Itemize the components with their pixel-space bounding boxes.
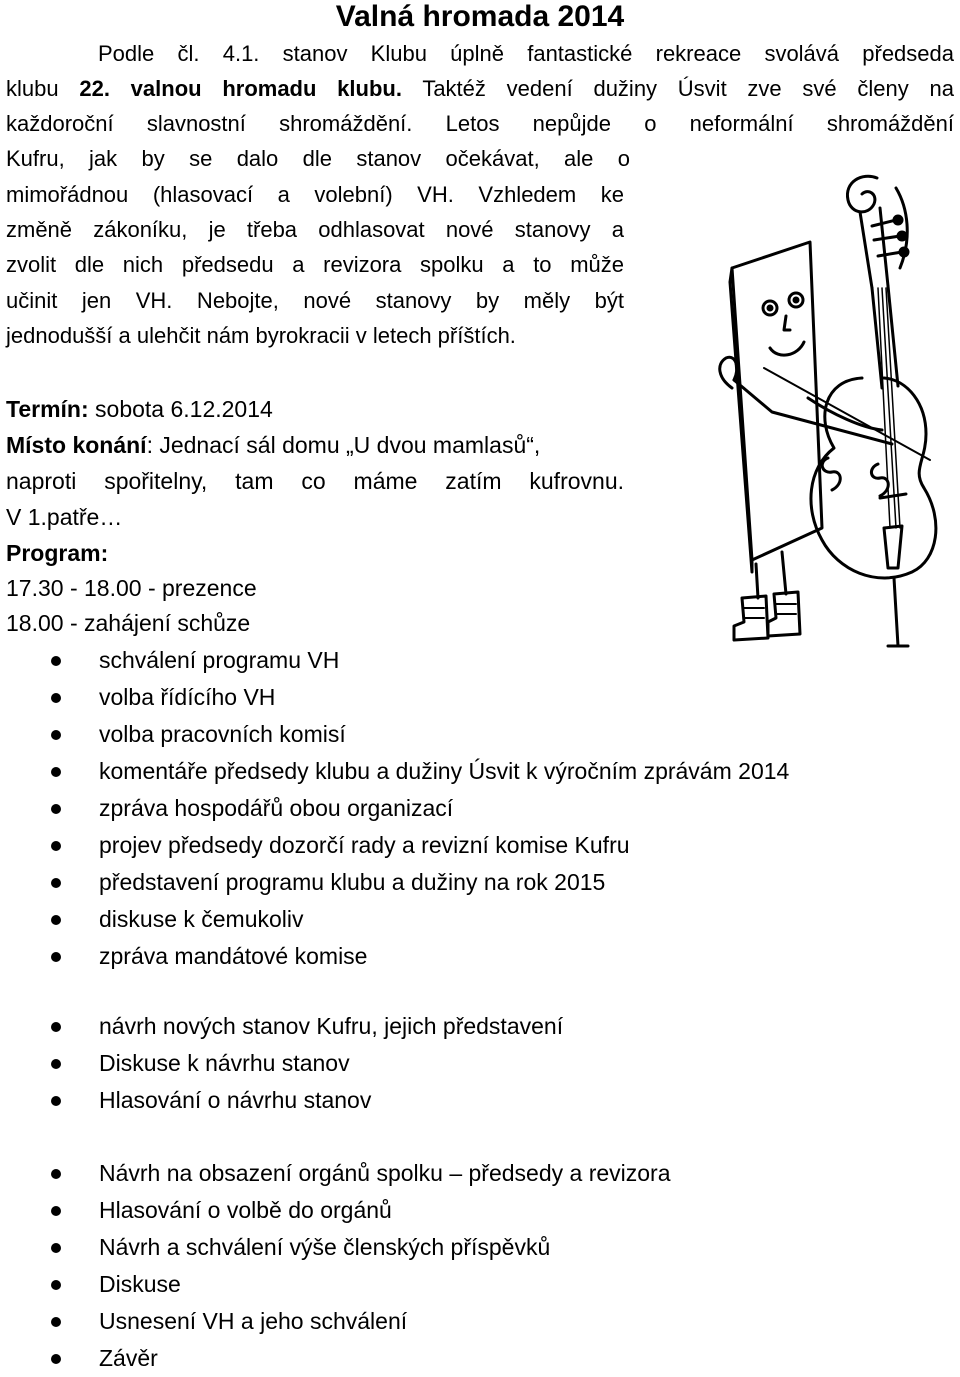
intro-line-5: mimořádnou (hlasovací a volební) VH. Vzhledem ke — [6, 182, 624, 207]
page-title: Valná hromada 2014 — [335, 0, 625, 33]
intro-line-2: klubu 22. valnou hromadu klubu. Taktéž vedení dužiny Úsvit zve své členy na — [6, 76, 954, 101]
double-bass-cartoon-illustration — [712, 168, 944, 668]
bullet-icon — [51, 693, 61, 703]
bullet-icon — [51, 1059, 61, 1069]
bass-f-hole-left — [822, 458, 840, 490]
bass-f-hole-right — [871, 464, 888, 496]
bullet-icon — [51, 915, 61, 925]
program-label: Program: — [6, 540, 109, 566]
program-time-1: 17.30 - 18.00 - prezence — [6, 575, 257, 601]
bullet-icon — [51, 1243, 61, 1253]
bullet-icon — [51, 1206, 61, 1216]
intro-line-1: Podle čl. 4.1. stanov Klubu úplně fantastické rekreace svolává předseda — [98, 41, 954, 66]
bullet-icon — [51, 1022, 61, 1032]
character-leg-right — [782, 552, 786, 594]
intro-line-8: učinit jen VH. Nebojte, nové stanovy by měly být — [6, 288, 624, 313]
bullet-icon — [51, 952, 61, 962]
intro-line-7: zvolit dle nich předsedu a revizora spolku a to může — [6, 252, 624, 277]
intro-line-9: jednodušší a ulehčit nám byrokracii v letech příštích. — [6, 323, 516, 348]
bullet-icon — [51, 1317, 61, 1327]
bass-pegbox — [860, 208, 888, 288]
bullet-icon — [51, 841, 61, 851]
intro-line-3: každoroční slavnostní shromáždění. Letos nepůjde o neformální shromáždění — [6, 111, 954, 136]
character-arm-left — [720, 357, 737, 388]
bullet-icon — [51, 1354, 61, 1364]
event-misto: Místo konání: Jednací sál domu „U dvou mamlasů“, — [6, 432, 541, 458]
event-misto-line2: naproti spořitelny, tam co máme zatím kufrovnu. — [6, 468, 624, 494]
suitcase-body — [732, 242, 822, 560]
intro-line-4: Kufru, jak by se dalo dle stanov očekávat, ale o — [6, 146, 630, 171]
character-leg-left — [756, 564, 758, 598]
bullet-icon — [51, 878, 61, 888]
bullet-icon — [51, 656, 61, 666]
bullet-icon — [51, 767, 61, 777]
bullet-icon — [51, 804, 61, 814]
program-time-2: 18.00 - zahájení schůze — [6, 610, 251, 636]
event-misto-line3: V 1.patře… — [6, 504, 123, 530]
bullet-icon — [51, 1096, 61, 1106]
intro-line-6: změně zákoníku, je třeba odhlasovat nové stanovy a — [6, 217, 624, 242]
bullet-icon — [51, 730, 61, 740]
bullet-icon — [51, 1169, 61, 1179]
event-termin: Termín: sobota 6.12.2014 — [6, 396, 273, 422]
bullet-icon — [51, 1280, 61, 1290]
bass-scroll — [847, 176, 877, 212]
